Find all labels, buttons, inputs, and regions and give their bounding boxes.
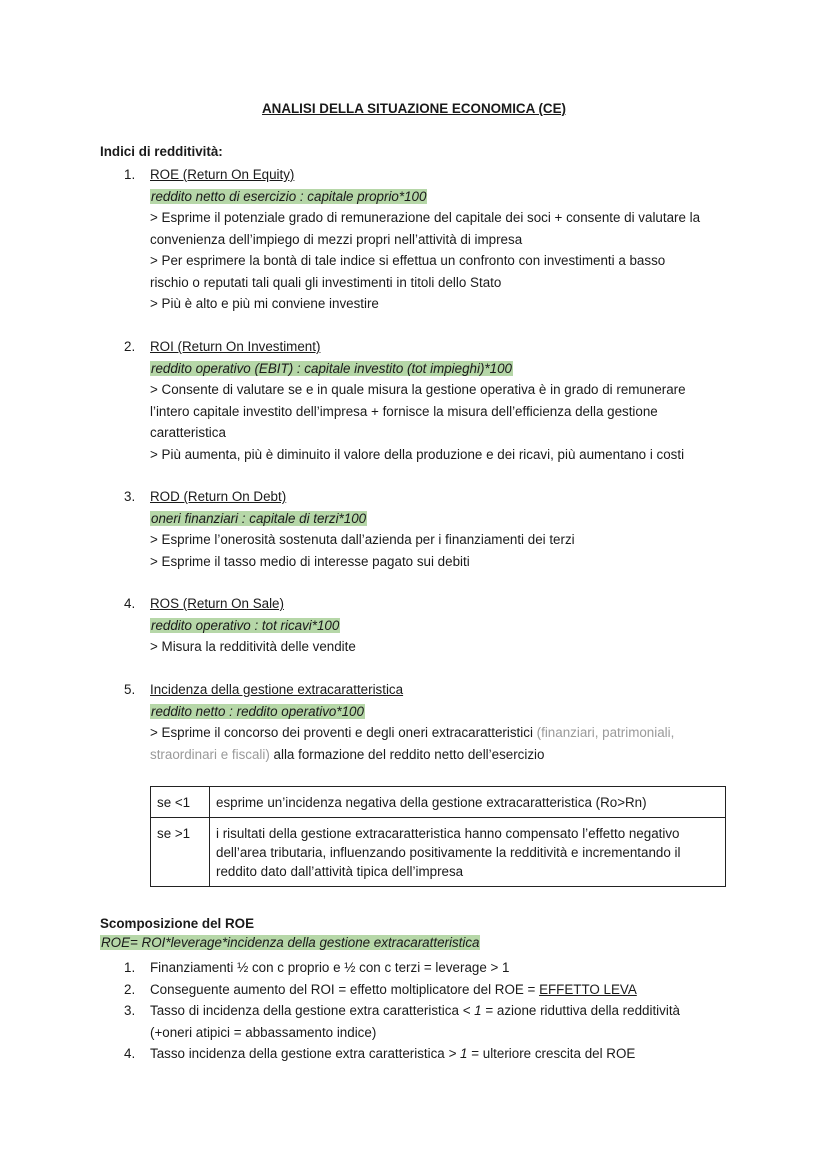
section-heading-indici: Indici di redditività: [100, 144, 223, 159]
item-number: 2. [124, 981, 136, 997]
index-formula: reddito netto : reddito operativo*100 [151, 703, 364, 719]
desc-line: l’intero capitale investito dell’impresa + fornisce la misura dell’efficienza della gestione [150, 403, 658, 419]
list-item-roi [124, 336, 734, 465]
desc-line: > Misura la redditività delle vendite [150, 639, 356, 654]
item-threshold: > 1 [448, 1046, 468, 1061]
desc-note: (finanziari, patrimoniali, [536, 725, 675, 740]
list-item [124, 1000, 734, 1043]
item-text: (+oneri atipici = abbassamento indice) [150, 1024, 377, 1040]
table-row [151, 787, 726, 818]
desc-line [150, 744, 734, 766]
section-heading-scomposizione: Scomposizione del ROE [100, 916, 255, 931]
decomposition-list [124, 957, 734, 1065]
item-text: Tasso incidenza della gestione extra caratteristica [150, 1046, 449, 1061]
desc-text: > Esprime il concorso dei proventi e degli oneri extracaratteristici [150, 725, 537, 740]
desc-line: > Più aumenta, più è diminuito il valore della produzione e dei ricavi, più aumentano i costi [150, 446, 685, 462]
item-text: Finanziamenti ½ con c proprio e ½ con c terzi = leverage > 1 [150, 960, 510, 975]
desc-line: convenienza dell’impiego di mezzi propri nell’attività di impresa [150, 231, 523, 247]
desc-line: caratteristica [150, 425, 226, 440]
table-row [151, 818, 726, 887]
item-text: = azione riduttiva della redditività [481, 1003, 680, 1018]
item-number: 1. [124, 167, 136, 182]
desc-line: > Consente di valutare se e in quale misura la gestione operativa è in grado di remunerare [150, 382, 686, 397]
item-text: = ulteriore crescita del ROE [467, 1046, 636, 1061]
desc-note: straordinari e fiscali) [150, 746, 270, 762]
item-text: Conseguente aumento del ROI = effetto moltiplicatore del ROE = [150, 981, 540, 997]
item-number: 1. [124, 960, 136, 975]
index-formula: reddito netto di esercizio : capitale proprio*100 [151, 188, 427, 204]
item-text: Tasso di incidenza della gestione extra caratteristica [150, 1003, 463, 1018]
list-item-roe [124, 164, 734, 315]
table-cell-condition: se <1 [151, 787, 210, 818]
condition-table [150, 786, 726, 887]
desc-line [150, 722, 734, 744]
table-cell-text: esprime un’incidenza negativa della gestione extracaratteristica (Ro>Rn) [210, 787, 726, 818]
desc-line: > Esprime il tasso medio di interesse pagato sui debiti [150, 553, 470, 569]
index-name: ROE (Return On Equity) [150, 167, 295, 182]
index-formula: oneri finanziari : capitale di terzi*100 [151, 510, 367, 526]
item-number: 4. [124, 1046, 136, 1061]
roe-decomposition-formula [100, 935, 480, 950]
index-name: ROS (Return On Sale) [150, 596, 284, 611]
list-item [124, 1043, 734, 1065]
list-item [124, 979, 734, 1001]
desc-line: > Esprime il potenziale grado di remunerazione del capitale dei soci + consente di valutare la [150, 210, 701, 225]
table-cell-condition: se >1 [151, 818, 210, 887]
desc-line: rischio o reputati tali quali gli investimenti in titoli dello Stato [150, 274, 502, 290]
index-name: ROD (Return On Debt) [150, 489, 287, 504]
page-title: ANALISI DELLA SITUAZIONE ECONOMICA (CE) [261, 101, 566, 116]
item-threshold: < 1 [462, 1003, 482, 1018]
desc-line: > Esprime l’onerosità sostenuta dall’azienda per i finanziamenti dei terzi [150, 532, 575, 547]
list-item [124, 957, 734, 979]
item-number: 2. [124, 339, 136, 354]
index-name: Incidenza della gestione extracaratteristica [150, 682, 404, 697]
item-emphasis: EFFETTO LEVA [539, 981, 637, 997]
list-item-ros [124, 593, 734, 658]
list-item-rod [124, 486, 734, 572]
desc-line: > Più è alto e più mi conviene investire [150, 296, 379, 311]
item-number: 3. [124, 1003, 136, 1018]
item-number: 3. [124, 489, 136, 504]
item-number: 4. [124, 596, 136, 611]
index-formula: reddito operativo : tot ricavi*100 [151, 617, 340, 633]
index-name: ROI (Return On Investiment) [150, 339, 321, 354]
desc-text: alla formazione del reddito netto dell’esercizio [269, 746, 545, 762]
item-number: 5. [124, 682, 136, 697]
formula-text: ROE= ROI*leverage*incidenza della gestione extracaratteristica [101, 935, 480, 950]
list-item-incidenza [124, 679, 734, 765]
table-cell-text: i risultati della gestione extracaratteristica hanno compensato l’effetto negativo dell’area tributaria, influenzando positivamente la redditività e incrementando il reddito dato dall’attività tipica dell’impresa [210, 818, 726, 887]
desc-line: > Per esprimere la bontà di tale indice si effettua un confronto con investimenti a basso [150, 253, 666, 268]
index-formula: reddito operativo (EBIT) : capitale investito (tot impieghi)*100 [151, 360, 512, 376]
